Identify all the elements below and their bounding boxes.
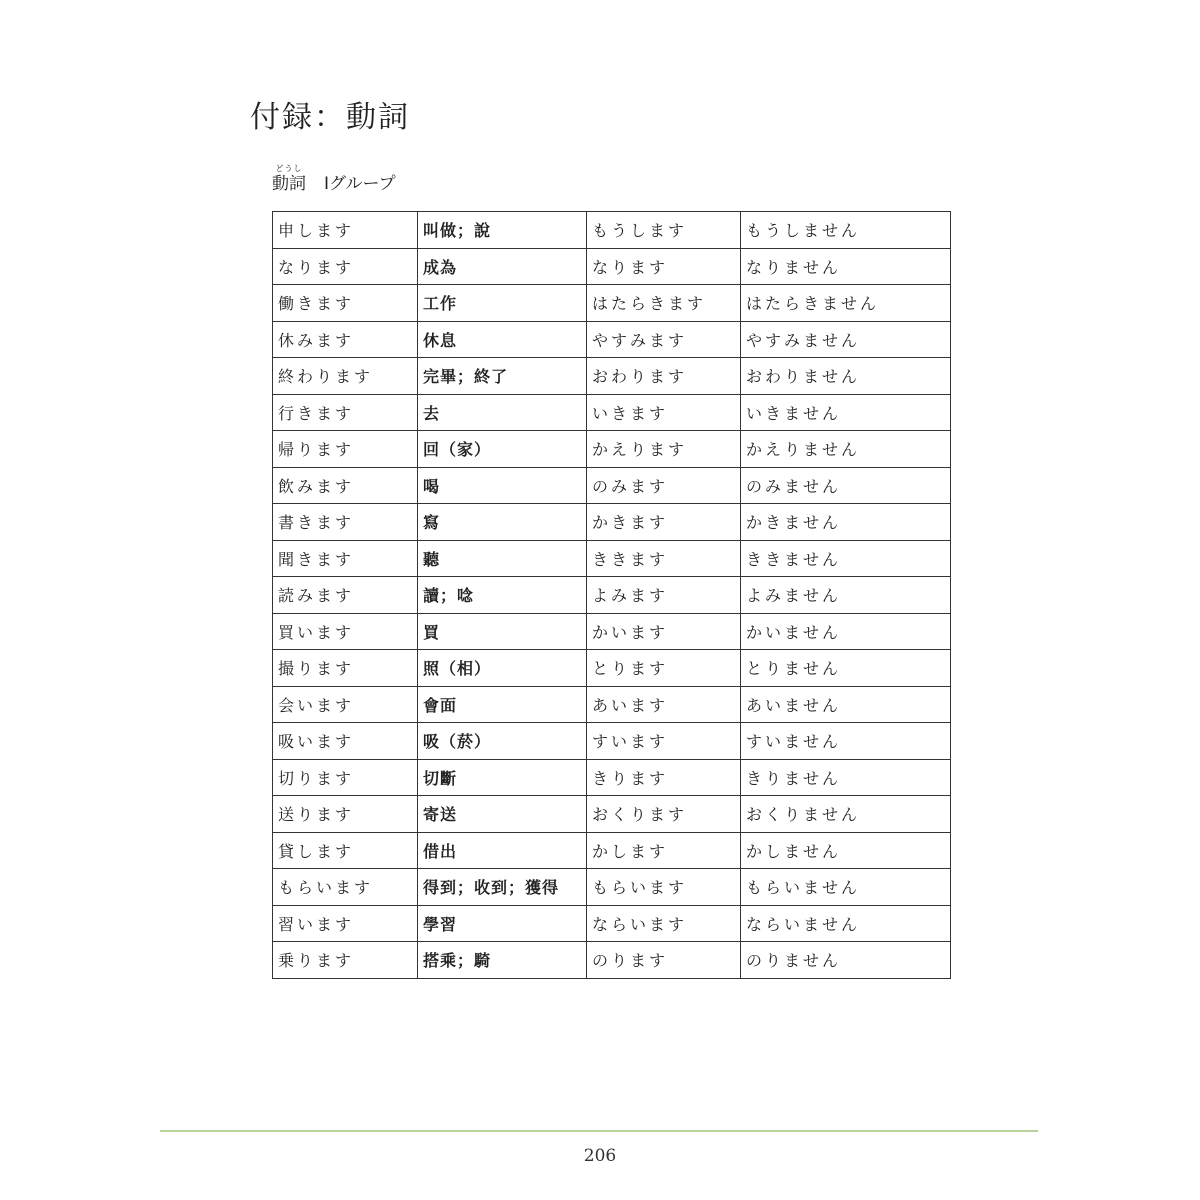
masu-reading-cell: もらいます — [587, 869, 741, 906]
negative-reading-cell: すいません — [741, 723, 951, 760]
verb-table-body — [273, 212, 951, 979]
table-row — [273, 686, 951, 723]
table-row — [273, 467, 951, 504]
negative-reading-cell: おわりません — [741, 358, 951, 395]
meaning-cell: 寫 — [418, 504, 587, 541]
negative-reading-cell: おくりません — [741, 796, 951, 833]
verb-cell: もらいます — [273, 869, 418, 906]
masu-reading-cell: かきます — [587, 504, 741, 541]
negative-reading-cell: かえりません — [741, 431, 951, 468]
verb-table — [272, 211, 951, 979]
negative-reading-cell: あいません — [741, 686, 951, 723]
verb-cell: 帰ります — [273, 431, 418, 468]
group-label: Ⅰグループ — [324, 174, 396, 194]
ruby-word — [272, 164, 306, 194]
negative-reading-cell: かしません — [741, 832, 951, 869]
masu-reading-cell: すいます — [587, 723, 741, 760]
masu-reading-cell: のみます — [587, 467, 741, 504]
meaning-cell: 搭乘；騎 — [418, 942, 587, 979]
masu-reading-cell: やすみます — [587, 321, 741, 358]
negative-reading-cell: よみません — [741, 577, 951, 614]
meaning-cell: 去 — [418, 394, 587, 431]
verb-cell: 飲みます — [273, 467, 418, 504]
table-row — [273, 650, 951, 687]
meaning-cell: 叫做；說 — [418, 212, 587, 249]
table-row — [273, 905, 951, 942]
masu-reading-cell: はたらきます — [587, 285, 741, 322]
table-row — [273, 431, 951, 468]
table-row — [273, 942, 951, 979]
table-row — [273, 540, 951, 577]
meaning-cell: 借出 — [418, 832, 587, 869]
meaning-cell: 學習 — [418, 905, 587, 942]
verb-cell: 貸します — [273, 832, 418, 869]
negative-reading-cell: のみません — [741, 467, 951, 504]
table-row — [273, 832, 951, 869]
table-row — [273, 759, 951, 796]
masu-reading-cell: きります — [587, 759, 741, 796]
meaning-cell: 吸（菸） — [418, 723, 587, 760]
meaning-cell: 回（家） — [418, 431, 587, 468]
verb-cell: 読みます — [273, 577, 418, 614]
verb-cell: 買います — [273, 613, 418, 650]
verb-cell: 休みます — [273, 321, 418, 358]
verb-cell: 会います — [273, 686, 418, 723]
negative-reading-cell: はたらきません — [741, 285, 951, 322]
verb-cell: 吸います — [273, 723, 418, 760]
meaning-cell: 成為 — [418, 248, 587, 285]
negative-reading-cell: なりません — [741, 248, 951, 285]
verb-cell: 切ります — [273, 759, 418, 796]
masu-reading-cell: いきます — [587, 394, 741, 431]
verb-cell: 書きます — [273, 504, 418, 541]
table-row — [273, 321, 951, 358]
negative-reading-cell: やすみません — [741, 321, 951, 358]
masu-reading-cell: かします — [587, 832, 741, 869]
page-title: 付録：動詞 — [250, 100, 410, 135]
negative-reading-cell: もうしません — [741, 212, 951, 249]
meaning-cell: 工作 — [418, 285, 587, 322]
meaning-cell: 買 — [418, 613, 587, 650]
negative-reading-cell: いきません — [741, 394, 951, 431]
ruby-base: 動詞 — [272, 174, 306, 194]
meaning-cell: 休息 — [418, 321, 587, 358]
verb-cell: 聞きます — [273, 540, 418, 577]
negative-reading-cell: ききません — [741, 540, 951, 577]
page-number: 206 — [583, 1146, 617, 1166]
verb-cell: 撮ります — [273, 650, 418, 687]
negative-reading-cell: かいません — [741, 613, 951, 650]
verb-cell: 乗ります — [273, 942, 418, 979]
table-row — [273, 504, 951, 541]
masu-reading-cell: なります — [587, 248, 741, 285]
masu-reading-cell: かいます — [587, 613, 741, 650]
table-row — [273, 577, 951, 614]
masu-reading-cell: おくります — [587, 796, 741, 833]
meaning-cell: 完畢；終了 — [418, 358, 587, 395]
meaning-cell: 照（相） — [418, 650, 587, 687]
negative-reading-cell: ならいません — [741, 905, 951, 942]
masu-reading-cell: もうします — [587, 212, 741, 249]
table-row — [273, 796, 951, 833]
meaning-cell: 會面 — [418, 686, 587, 723]
verb-cell: 習います — [273, 905, 418, 942]
table-row — [273, 394, 951, 431]
masu-reading-cell: おわります — [587, 358, 741, 395]
masu-reading-cell: のります — [587, 942, 741, 979]
meaning-cell: 聽 — [418, 540, 587, 577]
verb-cell: 送ります — [273, 796, 418, 833]
table-row — [273, 358, 951, 395]
masu-reading-cell: ならいます — [587, 905, 741, 942]
table-row — [273, 285, 951, 322]
masu-reading-cell: よみます — [587, 577, 741, 614]
verb-cell: 終わります — [273, 358, 418, 395]
ruby-reading: どうし — [275, 164, 303, 173]
meaning-cell: 切斷 — [418, 759, 587, 796]
masu-reading-cell: とります — [587, 650, 741, 687]
footer-rule — [160, 1130, 1038, 1132]
verb-cell: 行きます — [273, 394, 418, 431]
negative-reading-cell: もらいません — [741, 869, 951, 906]
table-row — [273, 869, 951, 906]
verb-cell: 申します — [273, 212, 418, 249]
masu-reading-cell: あいます — [587, 686, 741, 723]
meaning-cell: 得到；收到；獲得 — [418, 869, 587, 906]
negative-reading-cell: きりません — [741, 759, 951, 796]
masu-reading-cell: かえります — [587, 431, 741, 468]
meaning-cell: 喝 — [418, 467, 587, 504]
negative-reading-cell: かきません — [741, 504, 951, 541]
negative-reading-cell: とりません — [741, 650, 951, 687]
verb-cell: 働きます — [273, 285, 418, 322]
negative-reading-cell: のりません — [741, 942, 951, 979]
table-row — [273, 723, 951, 760]
masu-reading-cell: ききます — [587, 540, 741, 577]
verb-cell: なります — [273, 248, 418, 285]
table-row — [273, 248, 951, 285]
section-heading — [272, 164, 396, 194]
table-row — [273, 613, 951, 650]
table-row — [273, 212, 951, 249]
meaning-cell: 寄送 — [418, 796, 587, 833]
meaning-cell: 讀；唸 — [418, 577, 587, 614]
